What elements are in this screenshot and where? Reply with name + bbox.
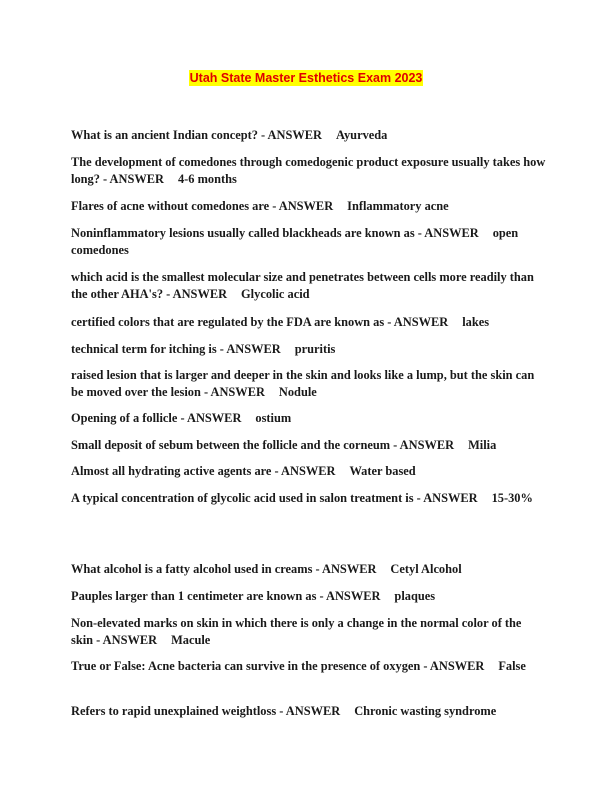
question-text: certified colors that are regulated by the FDA are known as	[71, 315, 385, 329]
qa-item-7	[71, 341, 546, 358]
qa-item-17	[71, 703, 546, 720]
question-text: What alcohol is a fatty alcohol used in creams	[71, 562, 313, 576]
answer-text: plaques	[394, 589, 436, 603]
qa-item-13	[71, 561, 546, 578]
answer-separator: - ANSWER	[200, 384, 265, 399]
question-text: Pauples larger than 1 centimeter are known as	[71, 589, 317, 603]
qa-item-3	[71, 198, 546, 215]
answer-text: ostium	[255, 411, 292, 425]
qa-item-2	[71, 154, 546, 187]
question-text: A typical concentration of glycolic acid used in salon treatment is	[71, 491, 414, 505]
qa-item-12	[71, 490, 546, 507]
answer-separator: - ANSWER	[163, 286, 228, 301]
answer-text: Glycolic acid	[241, 286, 310, 301]
answer-text: Ayurveda	[335, 128, 388, 142]
answer-text: Water based	[349, 464, 416, 478]
answer-separator: - ANSWER	[390, 438, 455, 452]
question-text: What is an ancient Indian concept?	[71, 128, 258, 142]
answer-text: False	[498, 659, 526, 673]
answer-separator: - ANSWER	[99, 171, 164, 186]
answer-text: lakes	[462, 315, 490, 329]
answer-separator: - ANSWER	[269, 199, 334, 213]
answer-separator: - ANSWER	[413, 491, 478, 505]
question-text: Small deposit of sebum between the follicle and the corneum	[71, 438, 391, 452]
answer-text: Chronic wasting syndrome	[354, 704, 497, 718]
answer-separator: - ANSWER	[257, 128, 322, 142]
answer-text: Nodule	[278, 384, 317, 399]
question-text: The development of comedones through comedogenic product exposure usually takes how long?	[71, 155, 546, 186]
question-text: Noninflammatory lesions usually called blackheads are known as	[71, 226, 415, 240]
title-container	[0, 69, 612, 87]
question-text: technical term for itching is	[71, 342, 217, 356]
answer-separator: - ANSWER	[420, 659, 485, 673]
question-text: True or False: Acne bacteria can survive in the presence of oxygen	[71, 659, 421, 673]
answer-separator: - ANSWER	[312, 562, 377, 576]
answer-text: Cetyl Alcohol	[390, 562, 462, 576]
qa-item-1	[71, 127, 546, 144]
answer-separator: - ANSWER	[271, 464, 336, 478]
qa-item-10	[71, 437, 546, 454]
qa-item-15	[71, 615, 546, 648]
answer-text: 15-30%	[491, 491, 533, 505]
answer-separator: - ANSWER	[177, 411, 242, 425]
qa-item-4	[71, 225, 546, 258]
answer-text: 4-6 months	[177, 171, 237, 186]
question-text: Almost all hydrating active agents are	[71, 464, 272, 478]
question-text: raised lesion that is larger and deeper in the skin and looks like a lump, but the skin can be moved over the lesion	[71, 368, 535, 399]
answer-separator: - ANSWER	[216, 342, 281, 356]
question-text: Refers to rapid unexplained weightloss	[71, 704, 277, 718]
question-text: Opening of a follicle	[71, 411, 178, 425]
qa-item-5	[71, 269, 546, 302]
qa-item-9	[71, 410, 546, 427]
qa-item-16	[71, 658, 546, 675]
qa-item-6	[71, 314, 546, 331]
question-text: which acid is the smallest molecular size and penetrates between cells more readily than the other AHA's?	[71, 270, 534, 301]
answer-text: Macule	[171, 632, 211, 647]
answer-separator: - ANSWER	[414, 226, 479, 240]
answer-text: Milia	[468, 438, 497, 452]
question-text: Non-elevated marks on skin in which there is only a change in the normal color of the skin	[71, 616, 522, 647]
answer-text: open comedones	[71, 226, 519, 257]
answer-text: pruritis	[294, 342, 336, 356]
qa-item-11	[71, 463, 546, 480]
qa-item-8	[71, 367, 546, 400]
answer-separator: - ANSWER	[384, 315, 449, 329]
answer-separator: - ANSWER	[316, 589, 381, 603]
question-text: Flares of acne without comedones are	[71, 199, 270, 213]
answer-text: Inflammatory acne	[347, 199, 449, 213]
answer-separator: - ANSWER	[93, 632, 158, 647]
qa-item-14	[71, 588, 546, 605]
answer-separator: - ANSWER	[276, 704, 341, 718]
document-title: Utah State Master Esthetics Exam 2023	[189, 71, 423, 85]
